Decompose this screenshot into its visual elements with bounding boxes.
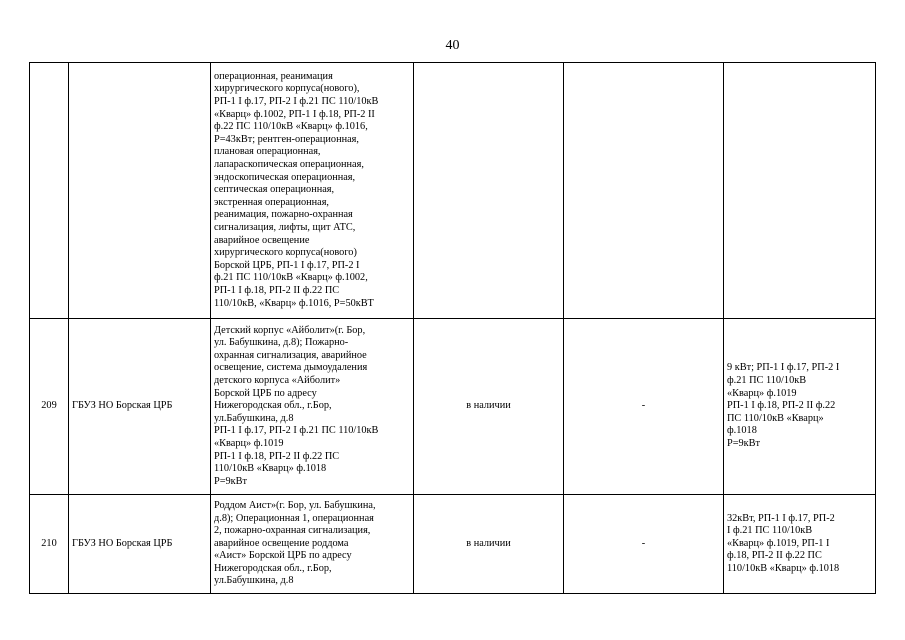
dash-cell bbox=[564, 63, 724, 319]
availability-cell bbox=[414, 63, 564, 319]
power-cell: 9 кВт; РП-1 I ф.17, РП-2 I ф.21 ПС 110/10кВ «Кварц» ф.1019 РП-1 I ф.18, РП-2 II ф.22 ПС 110/10кВ «Кварц» ф.1018 Р=9кВт bbox=[724, 319, 876, 495]
table-row bbox=[30, 319, 876, 495]
dash-cell: - bbox=[564, 319, 724, 495]
row-number-cell: 209 bbox=[30, 319, 69, 495]
table-row bbox=[30, 63, 876, 319]
power-cell bbox=[724, 63, 876, 319]
organization-cell: ГБУЗ НО Борская ЦРБ bbox=[69, 495, 211, 594]
table-row bbox=[30, 495, 876, 594]
dash-cell: - bbox=[564, 495, 724, 594]
description-cell: операционная, реанимация хирургического корпуса(нового), РП-1 I ф.17, РП-2 I ф.21 ПС 110/10кВ «Кварц» ф.1002, РП-1 I ф.18, РП-2 II ф.22 ПС 110/10кВ «Кварц» ф.1016, Р=43кВт; рентген-операционная, плановая операционная, лапараскопическая операционная, эндоскопическая операционная, септическая операционная, экстренная операционная, реанимация, пожарно-охранная сигнализация, лифты, щит АТС, аварийное освещение хирургического корпуса(нового) Борской ЦРБ, РП-1 I ф.17, РП-2 I ф.21 ПС 110/10кВ «Кварц» ф.1002, РП-1 I ф.18, РП-2 II ф.22 ПС 110/10кВ, «Кварц» ф.1016, Р=50кВТ bbox=[211, 63, 414, 319]
organization-cell bbox=[69, 63, 211, 319]
page-number: 40 bbox=[445, 38, 460, 53]
availability-cell: в наличии bbox=[414, 319, 564, 495]
document-table bbox=[29, 62, 876, 594]
organization-cell: ГБУЗ НО Борская ЦРБ bbox=[69, 319, 211, 495]
power-cell: 32кВт, РП-1 I ф.17, РП-2 I ф.21 ПС 110/10кВ «Кварц» ф.1019, РП-1 I ф.18, РП-2 II ф.22 ПС 110/10кВ «Кварц» ф.1018 bbox=[724, 495, 876, 594]
description-cell: Детский корпус «Айболит»(г. Бор, ул. Бабушкина, д.8); Пожарно- охранная сигнализация, аварийное освещение, система дымоудаления детского корпуса «Айболит» Борской ЦРБ по адресу Нижегородская обл., г.Бор, ул.Бабушкина, д.8 РП-1 I ф.17, РП-2 I ф.21 ПС 110/10кВ «Кварц» ф.1019 РП-1 I ф.18, РП-2 II ф.22 ПС 110/10кВ «Кварц» ф.1018 Р=9кВт bbox=[211, 319, 414, 495]
row-number-cell bbox=[30, 63, 69, 319]
description-cell: Роддом Аист»(г. Бор, ул. Бабушкина, д.8); Операционная 1, операционная 2, пожарно-охранная сигнализация, аварийное освещение роддома «Аист» Борской ЦРБ по адресу Нижегородская обл., г.Бор, ул.Бабушкина, д.8 bbox=[211, 495, 414, 594]
availability-cell: в наличии bbox=[414, 495, 564, 594]
row-number-cell: 210 bbox=[30, 495, 69, 594]
